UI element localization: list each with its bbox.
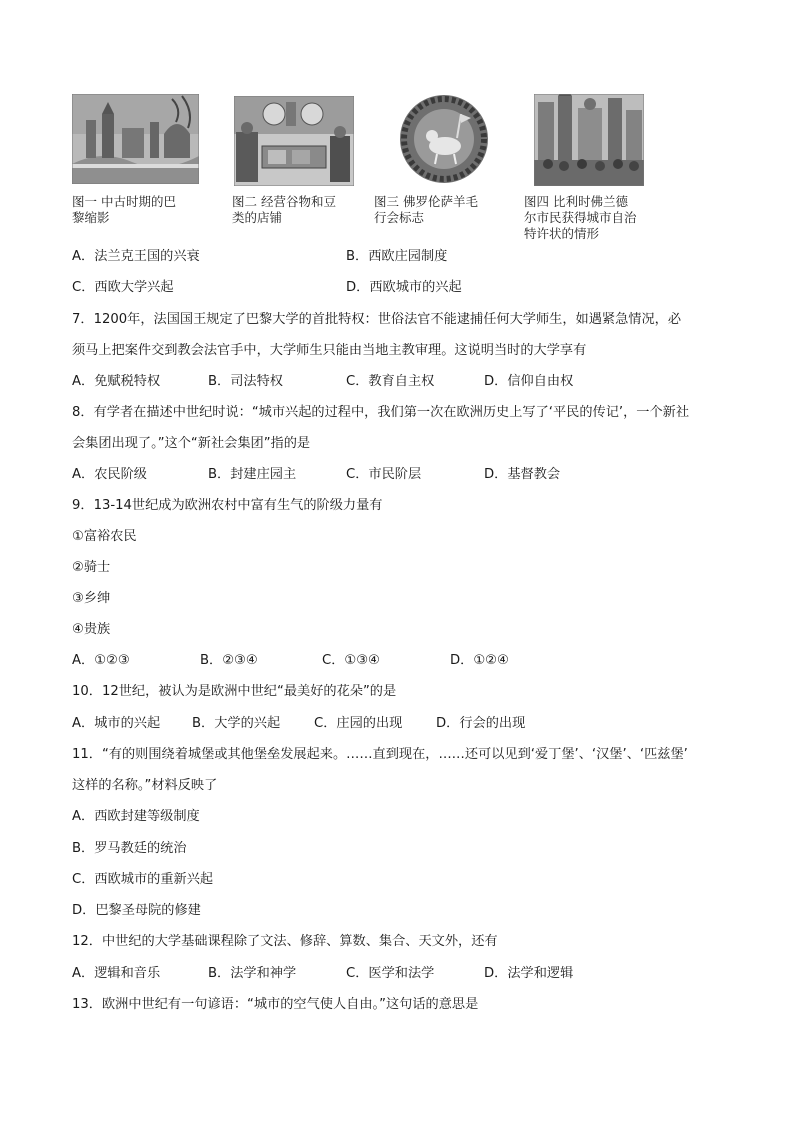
q7-stem-line-2: 须马上把案件交到教会法官手中，大学师生只能由当地主教审理。这说明当时的大学享有 [72, 343, 587, 358]
q10-option-a[interactable]: A．城市的兴起 [72, 716, 161, 731]
q10-option-d[interactable]: D．行会的出现 [436, 716, 526, 731]
q11-stem-line-2: 这样的名称。”材料反映了 [72, 778, 218, 793]
figure-4-image [534, 94, 644, 186]
q7-stem-line-1: 7．1200年，法国国王规定了巴黎大学的首批特权：世俗法官不能逮捕任何大学师生，如遇紧急情况，必 [72, 312, 682, 327]
q9-stem: 9．13-14世纪成为欧洲农村中富有生气的阶级力量有 [72, 498, 383, 513]
q7-option-b[interactable]: B．司法特权 [208, 374, 283, 389]
q8-option-d[interactable]: D．基督教会 [484, 467, 561, 482]
figure-2-caption: 图二 经营谷物和豆 类的店铺 [232, 194, 336, 225]
q6-option-c[interactable]: C．西欧大学兴起 [72, 280, 174, 295]
q10-stem: 10．12世纪，被认为是欧洲中世纪“最美好的花朵”的是 [72, 684, 397, 699]
q9-item-1: ①富裕农民 [72, 529, 137, 544]
q7-option-c[interactable]: C．教育自主权 [346, 374, 435, 389]
q8-stem-line-2: 会集团出现了。”这个“新社会集团”指的是 [72, 436, 311, 451]
q8-option-a[interactable]: A．农民阶级 [72, 467, 147, 482]
figure-2-image [234, 96, 354, 186]
figure-row [0, 0, 794, 250]
q9-option-d[interactable]: D．①②④ [450, 653, 509, 668]
q6-option-b[interactable]: B．西欧庄园制度 [346, 249, 448, 264]
q12-option-c[interactable]: C．医学和法学 [346, 966, 435, 981]
q8-option-c[interactable]: C．市民阶层 [346, 467, 422, 482]
q6-option-d[interactable]: D．西欧城市的兴起 [346, 280, 462, 295]
q11-option-d[interactable]: D．巴黎圣母院的修建 [72, 903, 201, 918]
q11-option-c[interactable]: C．西欧城市的重新兴起 [72, 872, 214, 887]
q11-option-a[interactable]: A．西欧封建等级制度 [72, 809, 200, 824]
q11-stem-line-1: 11．“有的则围绕着城堡或其他堡垒发展起来。……直到现在，……还可以见到‘爱丁堡’、‘汉堡’、‘匹兹堡’ [72, 747, 688, 762]
figure-4-caption: 图四 比利时佛兰德 尔市民获得城市自治 特许状的情形 [524, 194, 637, 241]
q10-option-c[interactable]: C．庄园的出现 [314, 716, 403, 731]
q7-option-a[interactable]: A．免赋税特权 [72, 374, 161, 389]
q9-option-b[interactable]: B．②③④ [200, 653, 258, 668]
q12-option-d[interactable]: D．法学和逻辑 [484, 966, 574, 981]
q13-stem: 13．欧洲中世纪有一句谚语：“城市的空气使人自由。”这句话的意思是 [72, 997, 479, 1012]
q6-option-a[interactable]: A．法兰克王国的兴衰 [72, 249, 200, 264]
figure-1-caption: 图一 中古时期的巴 黎缩影 [72, 194, 176, 225]
q12-stem: 12．中世纪的大学基础课程除了文法、修辞、算数、集合、天文外，还有 [72, 934, 498, 949]
q12-option-a[interactable]: A．逻辑和音乐 [72, 966, 161, 981]
q9-option-a[interactable]: A．①②③ [72, 653, 130, 668]
q11-option-b[interactable]: B．罗马教廷的统治 [72, 841, 187, 856]
figure-3-image [399, 94, 489, 184]
q9-option-c[interactable]: C．①③④ [322, 653, 380, 668]
q8-stem-line-1: 8．有学者在描述中世纪时说：“城市兴起的过程中，我们第一次在欧洲历史上写了‘平民的传记’，一个新社 [72, 405, 690, 420]
q9-item-3: ③乡绅 [72, 591, 111, 606]
q8-option-b[interactable]: B．封建庄园主 [208, 467, 297, 482]
q10-option-b[interactable]: B．大学的兴起 [192, 716, 281, 731]
q7-option-d[interactable]: D．信仰自由权 [484, 374, 574, 389]
q9-item-4: ④贵族 [72, 622, 111, 637]
q9-item-2: ②骑士 [72, 560, 111, 575]
figure-3-caption: 图三 佛罗伦萨羊毛 行会标志 [374, 194, 478, 225]
figure-1-image [72, 94, 199, 184]
q12-option-b[interactable]: B．法学和神学 [208, 966, 297, 981]
